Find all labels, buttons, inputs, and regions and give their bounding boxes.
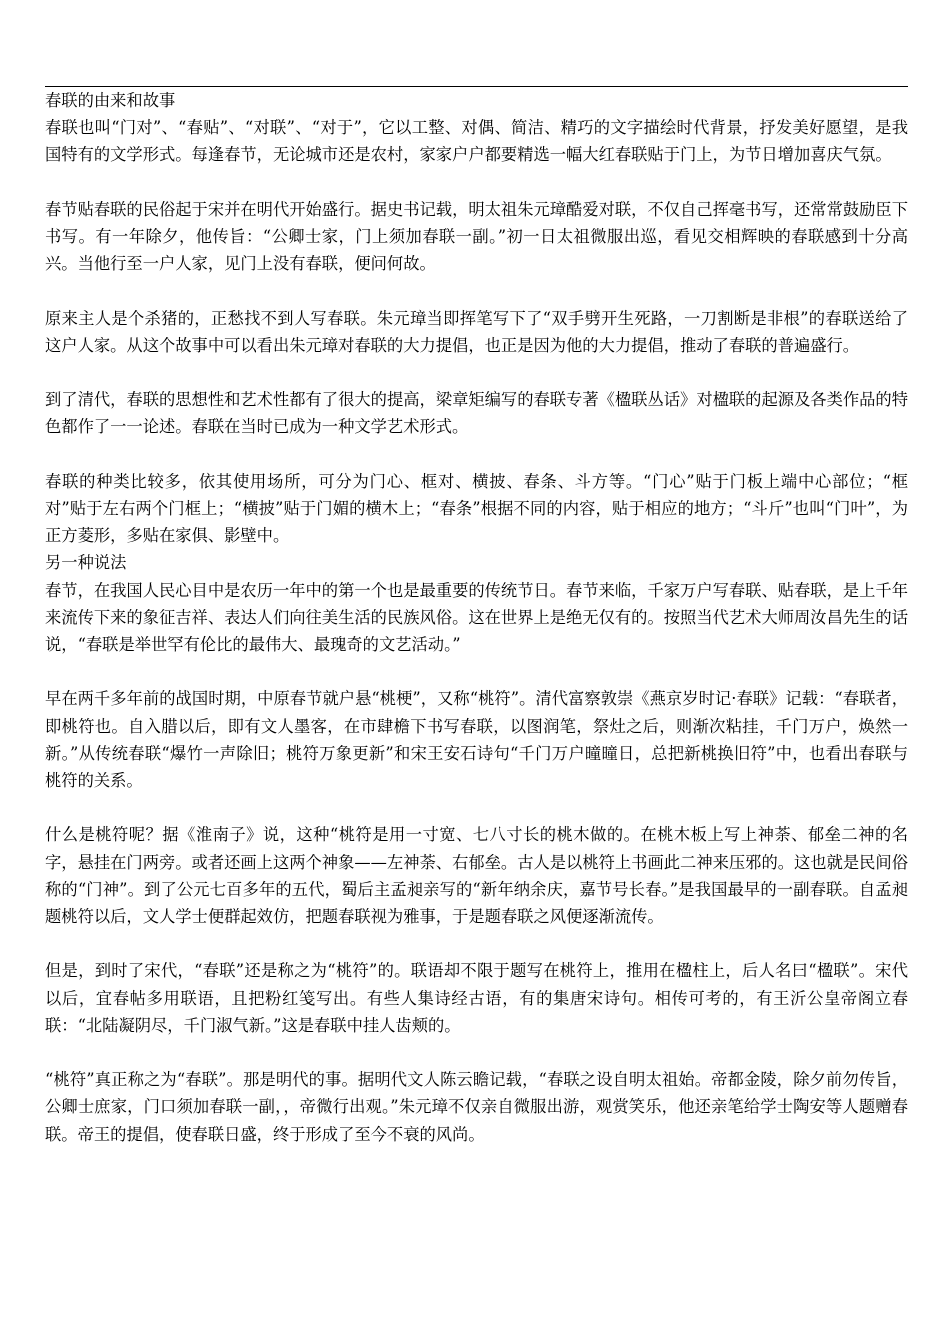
paragraph-intro-4: 到了清代，春联的思想性和艺术性都有了很大的提高，梁章矩编写的春联专著《楹联丛话》对楹联的起源及各类作品的特色都作了一一论述。春联在当时已成为一种文学艺术形式。 — [45, 390, 908, 437]
paragraph-alt-4: 但是，到时了宋代，“春联”还是称之为“桃符”的。联语却不限于题写在桃符上，推用在楹柱上，后人名曰“楹联”。宋代以后，宜春帖多用联语，且把粉红笺写出。有些人集诗经古语，有的集唐宋诗句。相传可考的，有王沂公皇帝阁立春联：“北陆凝阴尽，千门淑气新。”这是春联中挂人齿颊的。 — [45, 961, 908, 1035]
paragraph-intro-5: 春联的种类比较多，依其使用场所，可分为门心、框对、横披、春条、斗方等。“门心”贴于门板上端中心部位；“框对”贴于左右两个门框上；“横披”贴于门媚的横木上；“春条”根据不同的内容，贴于相应的地方；“斗斤”也叫“门叶”，为正方菱形，多贴在家俱、影壁中。 — [45, 471, 908, 546]
paragraph-alt-2: 早在两千多年前的战国时期，中原春节就户悬“桃梗”，又称“桃符”。清代富察敦崇《燕京岁时记·春联》记载：“春联者，即桃符也。自入腊以后，即有文人墨客，在市肆檐下书写春联，以图润笔，祭灶之后，则渐次粘挂，千门万户，焕然一新。”从传统春联“爆竹一声除旧；桃符万象更新”和宋王安石诗句“千门万户曈曈日，总把新桃换旧符”中，也看出春联与桃符的关系。 — [45, 689, 908, 790]
paragraph-alt-1: 春节，在我国人民心目中是农历一年中的第一个也是最重要的传统节日。春节来临，千家万户写春联、贴春联，是上千年来流传下来的象征吉祥、表达人们向往美生活的民族风俗。这在世界上是绝无仅有的。按照当代艺术大师周汝昌先生的话说，“春联是举世罕有伦比的最伟大、最瑰奇的文艺活动。” — [45, 580, 908, 654]
paragraph-intro-2: 春节贴春联的民俗起于宋并在明代开始盛行。据史书记载，明太祖朱元璋酷爱对联，不仅自己挥毫书写，还常常鼓励臣下书写。有一年除夕，他传旨：“公卿士家，门上须加春联一副。”初一日太祖微服出巡，看见交相辉映的春联感到十分高兴。当他行至一户人家，见门上没有春联，便问何故。 — [45, 199, 908, 274]
document-body — [45, 87, 908, 1148]
document-title: 春联的由来和故事 — [45, 91, 176, 110]
paragraph-intro-1: 春联也叫“门对”、“春贴”、“对联”、“对于”，它以工整、对偶、简洁、精巧的文字描绘时代背景，抒发美好愿望，是我国特有的文学形式。每逢春节，无论城市还是农村，家家户户都要精选一幅大红春联贴于门上，为节日增加喜庆气氛。 — [45, 118, 908, 165]
paragraph-alt-5: “桃符”真正称之为“春联”。那是明代的事。据明代文人陈云瞻记载，“春联之设自明太祖始。帝都金陵，除夕前勿传旨，公卿士庶家，门口须加春联一副，，帝微行出观。”朱元璋不仅亲自微服出游，观赏笑乐，他还亲笔给学士陶安等人题赠春联。帝王的提倡，使春联日盛，终于形成了至今不衰的风尚。 — [45, 1070, 908, 1144]
paragraph-alt-3: 什么是桃符呢？据《淮南子》说，这种“桃符是用一寸宽、七八寸长的桃木做的。在桃木板上写上神荼、郁垒二神的名字，悬挂在门两旁。或者还画上这两个神象——左神荼、右郁垒。古人是以桃符上书画此二神来压邪的。这也就是民间俗称的“门神”。到了公元七百多年的五代，蜀后主孟昶亲写的“新年纳余庆，嘉节号长春。”是我国最早的一副春联。自孟昶题桃符以后，文人学士便群起效仿，把题春联视为雅事，于是题春联之风便逐渐流传。 — [45, 825, 908, 926]
section-subtitle: 另一种说法 — [45, 553, 127, 573]
paragraph-intro-3: 原来主人是个杀猪的，正愁找不到人写春联。朱元璋当即挥笔写下了“双手劈开生死路，一刀割断是非根”的春联送给了这户人家。从这个故事中可以看出朱元璋对春联的大力提倡，也正是因为他的大力提倡，推动了春联的普遍盛行。 — [45, 308, 908, 355]
document-page — [45, 86, 908, 1148]
